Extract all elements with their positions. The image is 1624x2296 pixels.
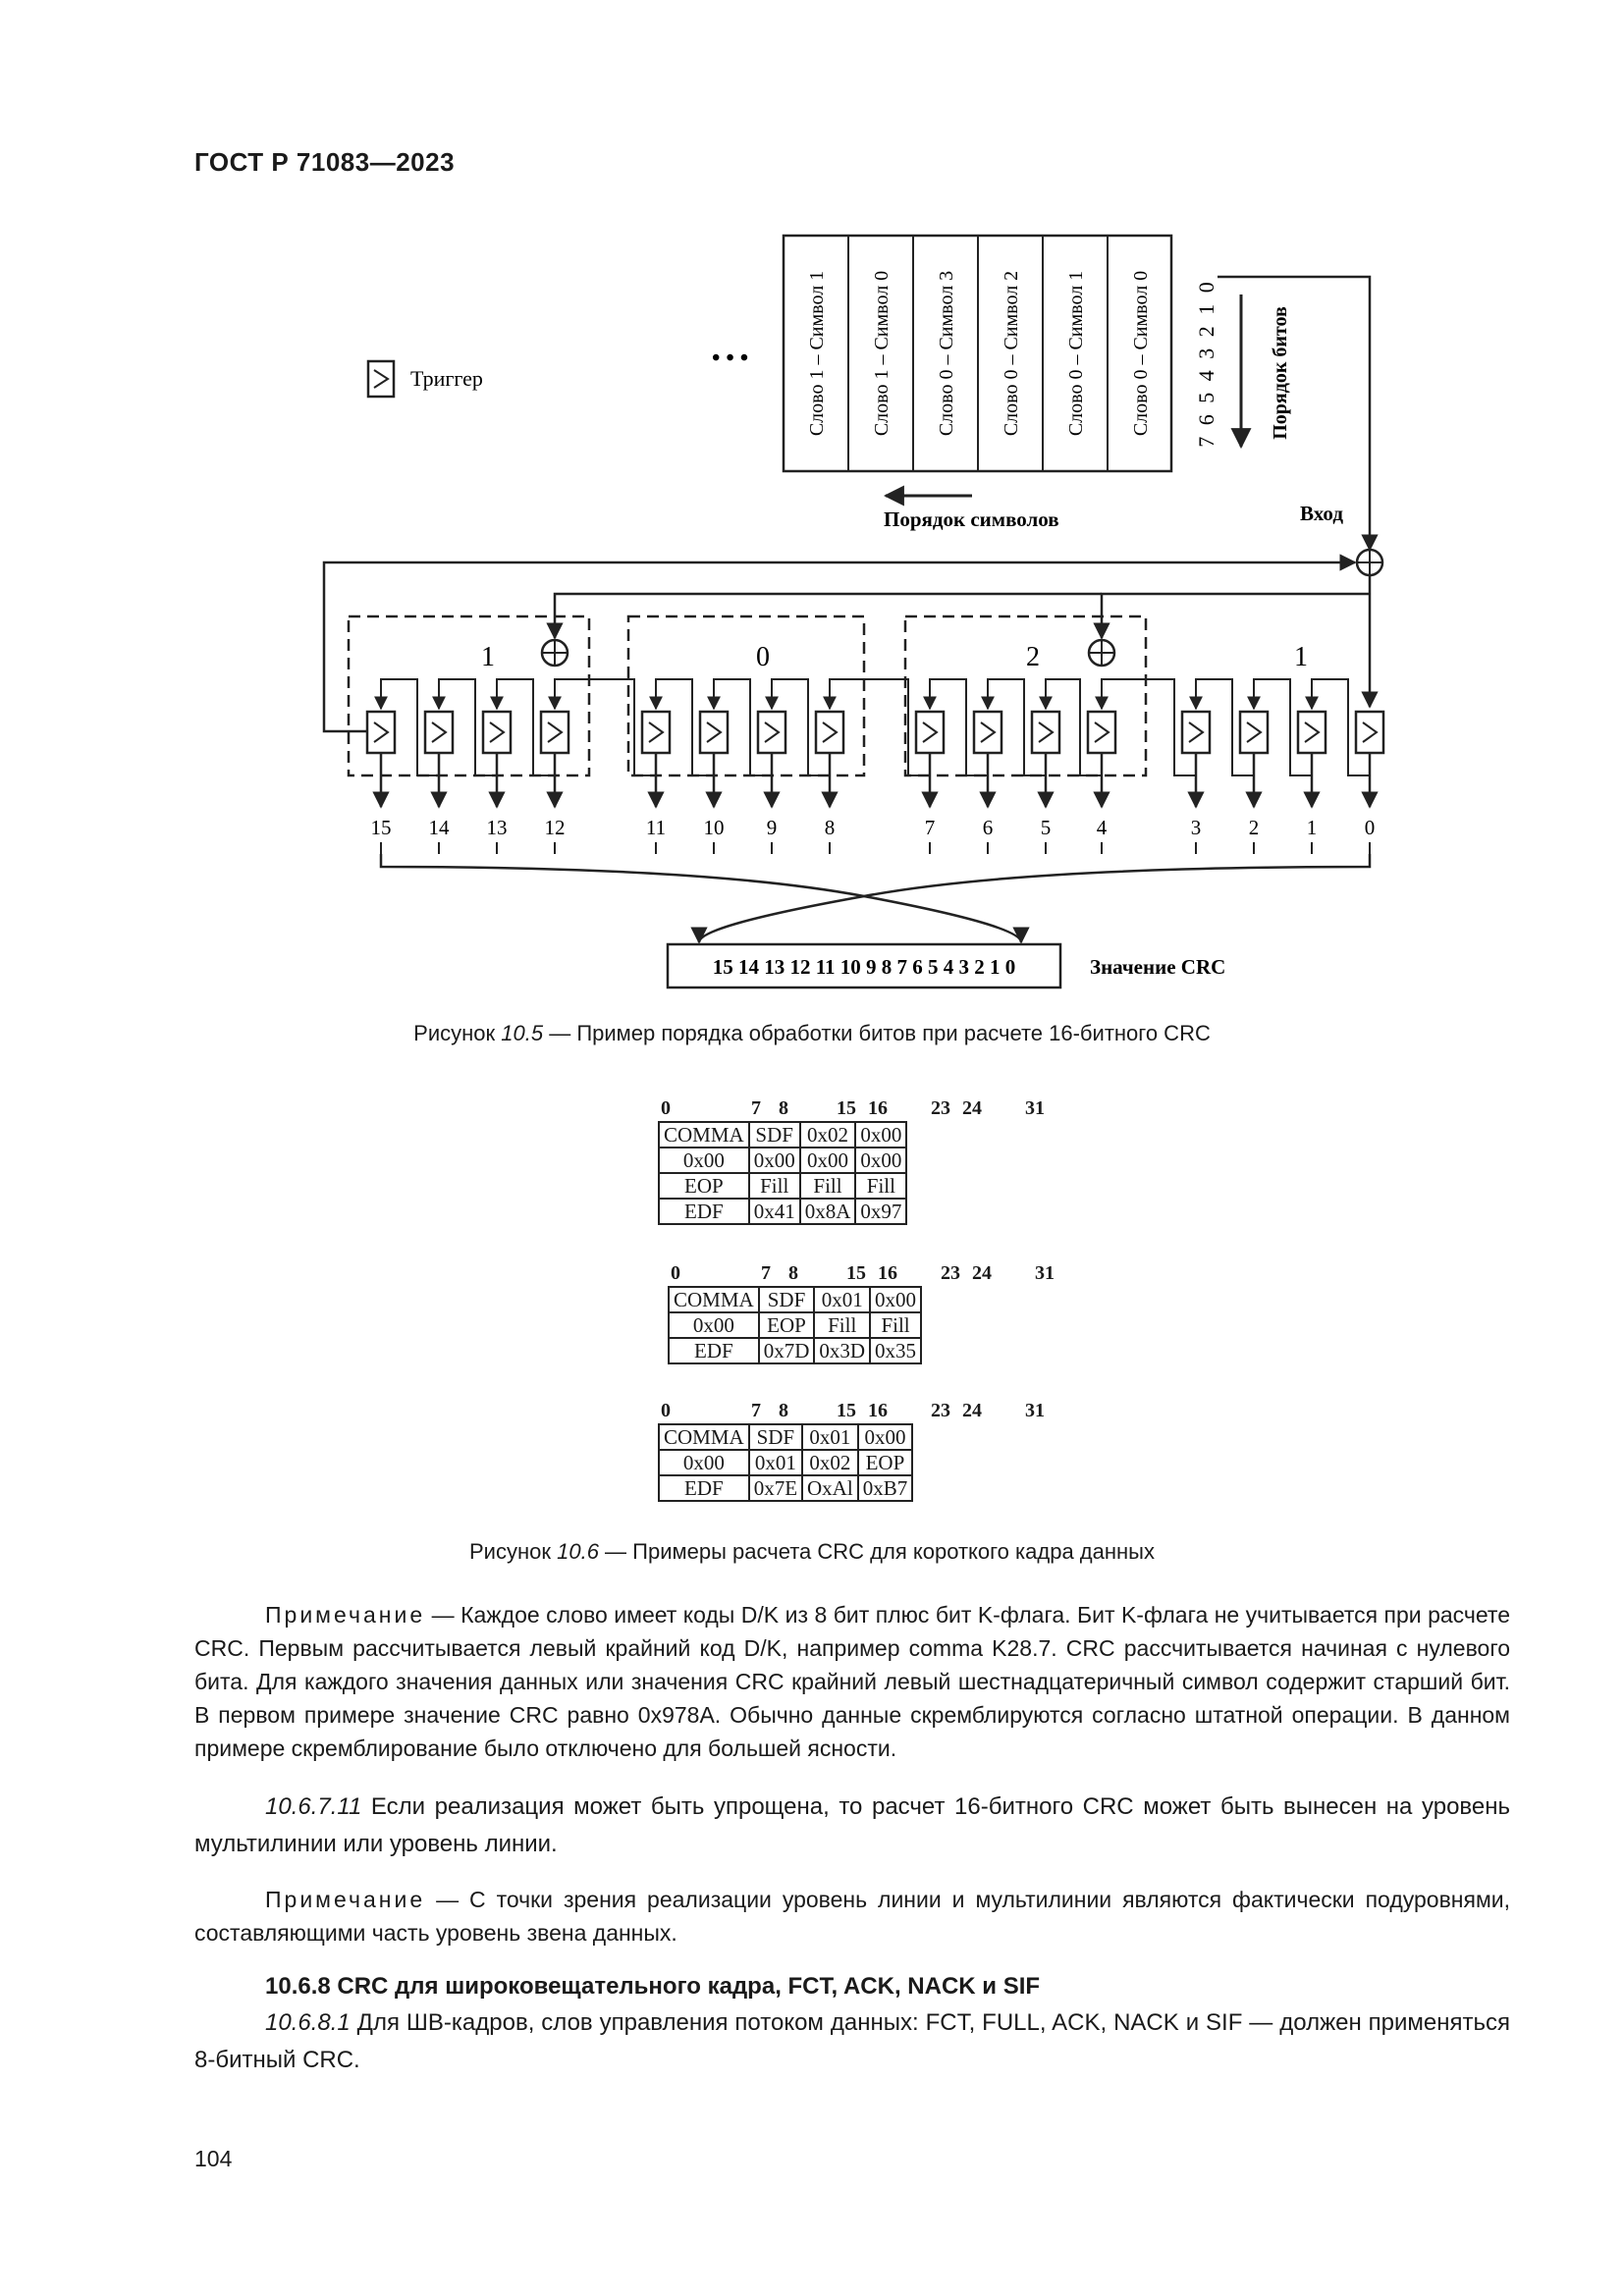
bit-index: 23 xyxy=(931,1400,950,1421)
bit-index: 16 xyxy=(868,1400,888,1421)
output-label: 2 xyxy=(1248,816,1260,839)
bit-index: 0 xyxy=(661,1097,671,1119)
table-cell: 0x00 xyxy=(659,1450,749,1475)
table-cell: EDF xyxy=(659,1475,749,1501)
figure-10-6-caption xyxy=(0,1539,1624,1565)
crc-example-table xyxy=(668,1286,922,1364)
table-cell: 0x35 xyxy=(870,1338,921,1363)
figure-10-5-caption xyxy=(0,1021,1624,1046)
bit-digits: 7 6 5 4 3 2 1 0 xyxy=(1194,279,1218,448)
table-cell: COMMA xyxy=(659,1122,749,1148)
bit-index-row xyxy=(658,1400,1051,1421)
symbol-label: Слово 1 – Символ 0 xyxy=(871,270,893,437)
flip-flop xyxy=(916,712,944,807)
table-cell: 0x00 xyxy=(870,1287,921,1312)
crc-example-table xyxy=(658,1121,907,1225)
table-cell: SDF xyxy=(749,1424,802,1450)
table-row xyxy=(669,1312,921,1338)
symbol-label: Слово 0 – Символ 0 xyxy=(1130,270,1152,437)
table-cell: COMMA xyxy=(669,1287,759,1312)
crc-example-table xyxy=(658,1423,913,1502)
table-cell: SDF xyxy=(749,1122,800,1148)
output-label: 13 xyxy=(486,816,508,839)
group-label: 0 xyxy=(756,642,770,672)
output-label: 4 xyxy=(1096,816,1108,839)
note-2 xyxy=(194,1883,1510,1949)
table-cell: SDF xyxy=(759,1287,815,1312)
flip-flop xyxy=(367,712,395,807)
table-cell: EOP xyxy=(659,1173,749,1199)
table-cell: 0x7E xyxy=(749,1475,802,1501)
bit-index: 7 xyxy=(751,1097,761,1119)
symbol-label: Слово 0 – Символ 3 xyxy=(936,270,957,437)
figure-label: Рисунок xyxy=(413,1021,496,1045)
crc-register: 15 14 13 12 11 10 9 8 7 6 5 4 3 2 1 0 xyxy=(712,955,1016,979)
flip-flop xyxy=(1088,712,1115,807)
table-row xyxy=(669,1287,921,1312)
table-cell: 0x7D xyxy=(759,1338,815,1363)
output-label: 11 xyxy=(645,816,667,839)
table-cell: Fill xyxy=(800,1173,856,1199)
xor-gate-5 xyxy=(1089,640,1114,666)
flip-flop-chain xyxy=(367,679,1383,854)
crc-bit-order-diagram xyxy=(0,0,1624,1021)
table-cell: 0x00 xyxy=(855,1122,906,1148)
bit-index: 24 xyxy=(962,1400,982,1421)
group-label: 1 xyxy=(1294,642,1308,672)
bit-index: 31 xyxy=(1025,1097,1045,1119)
bit-index-row xyxy=(658,1097,1051,1119)
table-cell: 0x00 xyxy=(659,1148,749,1173)
bit-order-label: Порядок битов xyxy=(1270,306,1291,440)
table-cell: EOP xyxy=(759,1312,815,1338)
table-cell: Fill xyxy=(749,1173,800,1199)
table-cell: 0x01 xyxy=(802,1424,858,1450)
output-label: 12 xyxy=(544,816,566,839)
table-cell: 0x02 xyxy=(800,1122,856,1148)
bit-index: 31 xyxy=(1025,1400,1045,1421)
table-cell: 0x8A xyxy=(800,1199,856,1224)
paragraph-text: Если реализация может быть упрощена, то расчет 16-битного CRC может быть вынесен на уровень мультилинии или уровень линии. xyxy=(194,1793,1510,1857)
table-cell: 0x97 xyxy=(855,1199,906,1224)
table-cell: Fill xyxy=(870,1312,921,1338)
table-row xyxy=(659,1475,912,1501)
table-cell: 0xB7 xyxy=(858,1475,913,1501)
flip-flop xyxy=(758,712,785,807)
output-label: 8 xyxy=(824,816,836,839)
note-label: Примечание xyxy=(265,1887,426,1912)
table-row xyxy=(669,1338,921,1363)
flip-flop xyxy=(974,712,1001,807)
output-label: 5 xyxy=(1040,816,1052,839)
group-label: 1 xyxy=(481,642,495,672)
symbol-label: Слово 0 – Символ 2 xyxy=(1001,270,1022,437)
table-cell: EOP xyxy=(858,1450,913,1475)
output-label: 10 xyxy=(703,816,725,839)
input-xor xyxy=(1357,550,1382,575)
note-1 xyxy=(194,1598,1510,1765)
bit-index: 23 xyxy=(941,1262,960,1284)
table-cell: 0x00 xyxy=(858,1424,913,1450)
symbol-order-label: Порядок символов xyxy=(884,507,1059,531)
document-header: ГОСТ Р 71083—2023 xyxy=(194,147,456,177)
bit-index: 7 xyxy=(761,1262,771,1284)
output-label: 7 xyxy=(924,816,936,839)
bit-index: 15 xyxy=(837,1097,856,1119)
table-row xyxy=(659,1199,906,1224)
table-cell: 0x3D xyxy=(814,1338,870,1363)
bit-index: 8 xyxy=(788,1262,798,1284)
bit-index: 31 xyxy=(1035,1262,1055,1284)
table-cell: COMMA xyxy=(659,1424,749,1450)
input-label: Вход xyxy=(1300,502,1343,525)
bit-index: 8 xyxy=(779,1400,788,1421)
table-cell: 0x02 xyxy=(802,1450,858,1475)
symbol-boxes xyxy=(784,236,1171,471)
symbol-label: Слово 1 – Символ 1 xyxy=(806,270,828,437)
output-label: 1 xyxy=(1306,816,1318,839)
bit-index: 0 xyxy=(671,1262,680,1284)
table-cell: EDF xyxy=(669,1338,759,1363)
table-row xyxy=(659,1424,912,1450)
trigger-legend-label: Триггер xyxy=(410,366,483,391)
bit-index: 0 xyxy=(661,1400,671,1421)
symbol-label: Слово 0 – Символ 1 xyxy=(1065,270,1087,437)
table-row xyxy=(659,1450,912,1475)
paragraph-text: Для ШВ-кадров, слов управления потоком данных: FCT, FULL, ACK, NACK и SIF — должен применяться 8-битный CRC. xyxy=(194,2009,1510,2073)
output-label: 6 xyxy=(982,816,994,839)
figure-number: 10.6 xyxy=(557,1539,599,1564)
figure-title: — Пример порядка обработки битов при расчете 16-битного CRC xyxy=(543,1021,1211,1045)
table-cell: 0x00 xyxy=(855,1148,906,1173)
flip-flop xyxy=(642,712,670,807)
flip-flop xyxy=(700,712,728,807)
crc-value-label: Значение CRC xyxy=(1090,955,1226,979)
flip-flop xyxy=(1182,712,1210,807)
bit-index: 15 xyxy=(846,1262,866,1284)
paragraph-10-6-7-11 xyxy=(194,1789,1510,1863)
output-label: 9 xyxy=(766,816,778,839)
table-cell: OxAl xyxy=(802,1475,858,1501)
paragraph-number: 10.6.7.11 xyxy=(265,1793,362,1820)
table-cell: Fill xyxy=(855,1173,906,1199)
table-cell: 0x00 xyxy=(800,1148,856,1173)
flip-flop xyxy=(1298,712,1326,807)
table-cell: 0x00 xyxy=(749,1148,800,1173)
output-label: 14 xyxy=(428,816,450,839)
output-labels xyxy=(371,816,1376,839)
section-heading-10-6-8: 10.6.8 CRC для широковещательного кадра, FCT, ACK, NACK и SIF xyxy=(265,1973,1041,2000)
bit-index: 7 xyxy=(751,1400,761,1421)
bit-index: 15 xyxy=(837,1400,856,1421)
bit-index: 24 xyxy=(962,1097,982,1119)
output-label: 15 xyxy=(370,816,392,839)
table-cell: 0x41 xyxy=(749,1199,800,1224)
trigger-legend xyxy=(368,361,483,397)
output-label: 3 xyxy=(1190,816,1202,839)
bit-index-row xyxy=(668,1262,1060,1284)
bit-index: 23 xyxy=(931,1097,950,1119)
note-label: Примечание xyxy=(265,1602,426,1628)
table-row xyxy=(659,1122,906,1148)
figure-title: — Примеры расчета CRC для короткого кадра данных xyxy=(598,1539,1155,1564)
paragraph-number: 10.6.8.1 xyxy=(265,2009,351,2036)
output-label: 0 xyxy=(1364,816,1376,839)
figure-number: 10.5 xyxy=(501,1021,544,1045)
flip-flop xyxy=(1032,712,1059,807)
table-row xyxy=(659,1148,906,1173)
flip-flop xyxy=(541,712,568,807)
xor-gate-12 xyxy=(542,640,568,666)
ellipsis: • • • xyxy=(712,346,749,371)
group-label: 2 xyxy=(1026,642,1040,672)
flip-flop xyxy=(816,712,843,807)
bit-index: 24 xyxy=(972,1262,992,1284)
bit-index: 16 xyxy=(878,1262,897,1284)
note-text: — С точки зрения реализации уровень линии и мультилинии являются фактически подуровнями, составляющими часть уровень звена данных. xyxy=(194,1887,1510,1946)
page-number: 104 xyxy=(194,2146,233,2171)
note-text: — Каждое слово имеет коды D/K из 8 бит плюс бит K-флага. Бит K-флага не учитывается при расчете CRC. Первым рассчитывается левый крайний код D/K, например comma K28.7. CRC рассчитывается начиная с нулевого бита. Для каждого значения данных или значения CRC крайний левый шестнадцатеричный символ содержит старший бит. В первом примере значение CRC равно 0x978A. Обычно данные скремблируются согласно штатной операции. В данном примере скремблирование было отключено для большей ясности. xyxy=(194,1602,1510,1761)
flip-flop xyxy=(425,712,453,807)
flip-flop xyxy=(483,712,511,807)
figure-label: Рисунок xyxy=(469,1539,551,1564)
table-row xyxy=(659,1173,906,1199)
table-cell: 0x00 xyxy=(669,1312,759,1338)
bit-index: 16 xyxy=(868,1097,888,1119)
flip-flop xyxy=(1240,712,1268,807)
paragraph-10-6-8-1 xyxy=(194,2004,1510,2079)
flip-flop xyxy=(1356,712,1383,807)
table-cell: EDF xyxy=(659,1199,749,1224)
table-cell: 0x01 xyxy=(749,1450,802,1475)
bit-index: 8 xyxy=(779,1097,788,1119)
table-cell: 0x01 xyxy=(814,1287,870,1312)
table-cell: Fill xyxy=(814,1312,870,1338)
